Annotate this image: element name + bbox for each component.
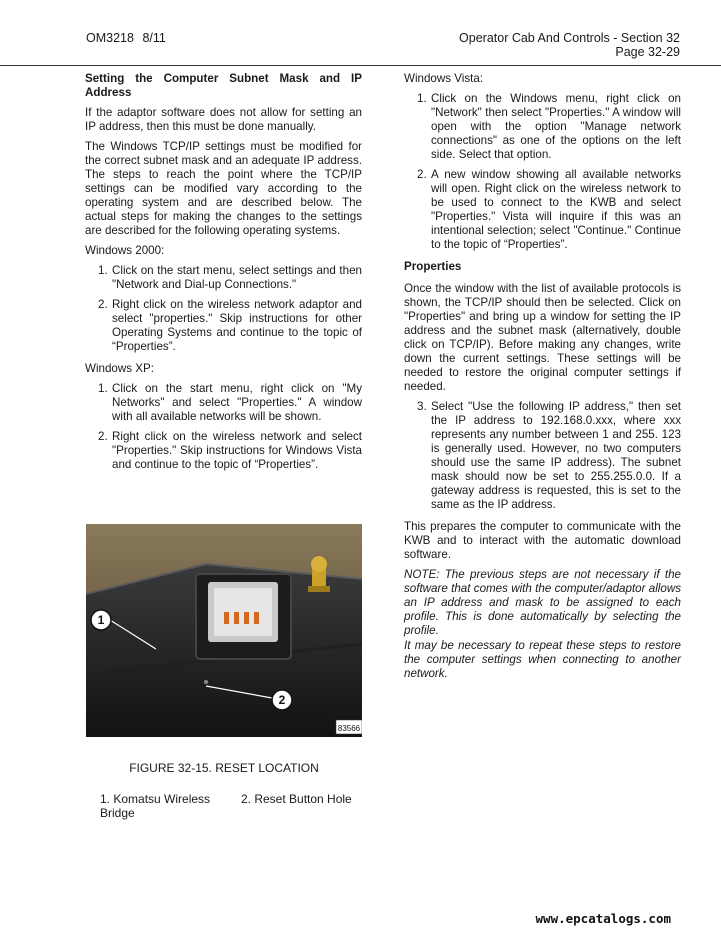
notes-block xyxy=(404,568,681,681)
section-title: Operator Cab And Controls - Section 32 xyxy=(459,31,680,45)
step-number: 2. xyxy=(98,298,108,311)
intro-paragraph: If the adaptor software does not allow for setting an IP address, then this must be done manually. xyxy=(85,106,362,133)
figure-caption: FIGURE 32-15. RESET LOCATION xyxy=(129,761,319,775)
header-rule xyxy=(0,65,721,66)
step-text: Click on the start menu, select settings and then "Network and Dial-up Connections." xyxy=(112,264,362,291)
win2000-label: Windows 2000: xyxy=(85,244,165,257)
list-item xyxy=(404,400,681,512)
prepares-paragraph: This prepares the computer to communicate with the KWB and to interact with the automatic download software. xyxy=(404,520,681,561)
callout-1-label: 1 xyxy=(97,613,105,627)
list-item xyxy=(404,168,681,252)
reset-location-photo xyxy=(86,524,362,737)
step-text: Right click on the wireless network and select "Properties." Skip instructions for Windows Vista and continue to the topic of “Properties”. xyxy=(112,430,362,471)
subnet-heading: Setting the Computer Subnet Mask and IP Address xyxy=(85,72,362,99)
step-text: Right click on the wireless network adaptor and select "properties." Skip instructions for other Operating Systems and continue to the topic of “Properties”. xyxy=(112,298,362,353)
step-number: 1. xyxy=(98,264,108,277)
header-doc-info xyxy=(86,31,166,45)
vista-label: Windows Vista: xyxy=(404,72,484,85)
properties-paragraph: Once the window with the list of available protocols is shown, the TCP/IP should then be selected. Click on "Properties" and bring up a window for setting the IP address and the subnet mask (alternatively, double click on TCP/IP). Before making any changes, write down the current settings. These settings will be needed to restore the original computer settings if needed. xyxy=(404,282,681,393)
tcpip-paragraph: The Windows TCP/IP settings must be modified for the correct subnet mask and an adequate IP address. The steps to reach the point where the TCP/IP settings can be modified vary according to the operating system and are described below. The actual steps for making the changes to the settings are described for the following operating systems. xyxy=(85,140,362,237)
list-item xyxy=(85,382,362,424)
legend-item-bridge: 1. Komatsu Wireless Bridge xyxy=(100,792,211,820)
header-section-info xyxy=(459,31,680,59)
note-paragraph: It may be necessary to repeat these steps to restore the computer settings when connecting to another network. xyxy=(404,639,681,680)
doc-id: OM3218 xyxy=(86,31,134,45)
step-text: A new window showing all available networks will open. Right click on the wireless network to be used to connect to the KWB and select "Properties." Vista will inquire if this was an intentional selection; select "Continue." Continue to the topic of “Properties”. xyxy=(431,168,681,251)
page-number: Page 32-29 xyxy=(615,45,680,59)
step-number: 2. xyxy=(417,168,427,181)
win2000-steps xyxy=(85,264,362,354)
step-number: 3. xyxy=(417,400,427,413)
step-text: Click on the start menu, right click on "My Networks" and select "Properties." A window with all available networks will be shown. xyxy=(112,382,362,423)
site-watermark: www.epcatalogs.com xyxy=(535,911,671,926)
properties-steps xyxy=(404,400,681,512)
properties-heading: Properties xyxy=(404,260,462,273)
step-text: Click on the Windows menu, right click on "Network" then select "Properties." A window will open with the option "Manage network connections" as one of the options on the left side. Select that option. xyxy=(431,92,681,161)
doc-date: 8/11 xyxy=(142,31,166,45)
step-number: 2. xyxy=(98,430,108,443)
list-item xyxy=(85,298,362,354)
winxp-label: Windows XP: xyxy=(85,362,154,375)
list-item xyxy=(404,92,681,162)
right-column xyxy=(404,72,681,682)
winxp-steps xyxy=(85,382,362,472)
list-item xyxy=(85,430,362,472)
list-item xyxy=(85,264,362,292)
step-text: Select "Use the following IP address," then set the IP address to 192.168.0.xxx, where xxx represents any number between 1 and 255. 123 is generally used. However, no two computers should use the same IP address). The subnet mask should now be set to 255.255.0.0. If a gateway address is requested, this is set to the same as the IP address. xyxy=(431,400,681,511)
note-paragraph: NOTE: The previous steps are not necessary if the software that comes with the computer/adaptor allows an IP address and mask to be assigned to each profile. This is done automatically by selecting the profile. xyxy=(404,568,681,637)
step-number: 1. xyxy=(98,382,108,395)
image-number: 83566 xyxy=(337,724,361,733)
legend-item-reset-hole: 2. Reset Button Hole xyxy=(241,792,352,806)
wireless-bridge-illustration xyxy=(86,524,362,737)
step-number: 1. xyxy=(417,92,427,105)
callout-2-label: 2 xyxy=(278,693,286,707)
vista-steps xyxy=(404,92,681,252)
left-column xyxy=(85,72,362,480)
